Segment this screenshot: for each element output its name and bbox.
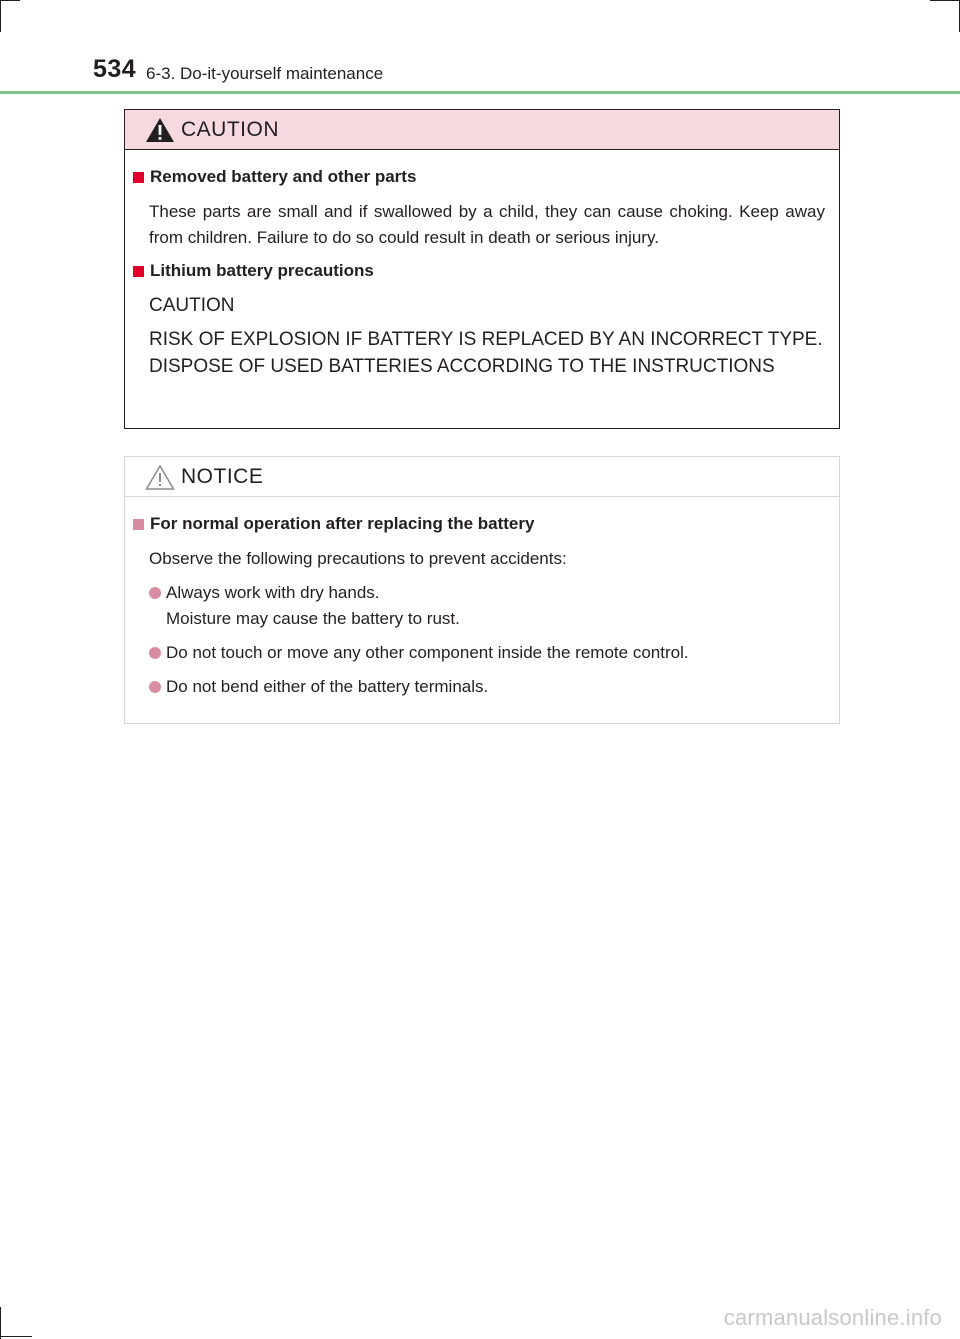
list-item-text: Always work with dry hands.	[166, 583, 380, 602]
caution-paragraph: RISK OF EXPLOSION IF BATTERY IS REPLACED BY AN INCORRECT TYPE.	[149, 329, 823, 350]
list-item	[149, 580, 825, 632]
caution-label: CAUTION	[181, 117, 279, 141]
notice-heading-text: For normal operation after replacing the battery	[150, 514, 535, 533]
notice-label: NOTICE	[181, 464, 264, 488]
page-number: 534	[93, 55, 137, 83]
bullet-dot-icon	[149, 587, 161, 599]
notice-intro: Observe the following precautions to prevent accidents:	[149, 549, 567, 568]
caution-paragraph: DISPOSE OF USED BATTERIES ACCORDING TO THE INSTRUCTIONS	[149, 356, 775, 377]
crop-mark	[0, 1307, 1, 1339]
crop-mark	[0, 1336, 32, 1337]
list-item-text: Moisture may cause the battery to rust.	[166, 609, 460, 628]
caution-heading-text: Lithium battery precautions	[150, 261, 374, 280]
caution-header	[125, 110, 839, 150]
square-bullet-icon	[133, 266, 144, 277]
caution-item-heading	[133, 167, 825, 187]
caution-box	[124, 109, 840, 429]
list-item	[149, 640, 825, 666]
warning-triangle-icon	[145, 117, 175, 143]
page-header	[0, 0, 960, 100]
watermark-text: carmanualsonline.info	[723, 1305, 942, 1330]
notice-box	[124, 456, 840, 724]
caution-heading-text: Removed battery and other parts	[150, 167, 417, 186]
square-bullet-icon	[133, 172, 144, 183]
bullet-dot-icon	[149, 681, 161, 693]
notice-body	[125, 497, 839, 700]
list-item	[149, 674, 825, 700]
caution-paragraph: CAUTION	[149, 295, 235, 316]
list-item-text: Do not touch or move any other component inside the remote control.	[166, 643, 689, 662]
list-item-text: Do not bend either of the battery terminals.	[166, 677, 489, 696]
caution-body	[125, 150, 839, 380]
caution-item-heading	[133, 261, 825, 281]
square-bullet-icon	[133, 519, 144, 530]
warning-triangle-icon	[145, 464, 175, 490]
section-title: 6-3. Do-it-yourself maintenance	[146, 64, 384, 83]
bullet-dot-icon	[149, 647, 161, 659]
notice-item-heading	[133, 514, 825, 534]
notice-header	[125, 457, 839, 497]
header-rule	[0, 91, 960, 94]
caution-paragraph: These parts are small and if swallowed by a child, they can cause choking. Keep away from children. Failure to do so could result in death or serious injury.	[149, 202, 825, 247]
